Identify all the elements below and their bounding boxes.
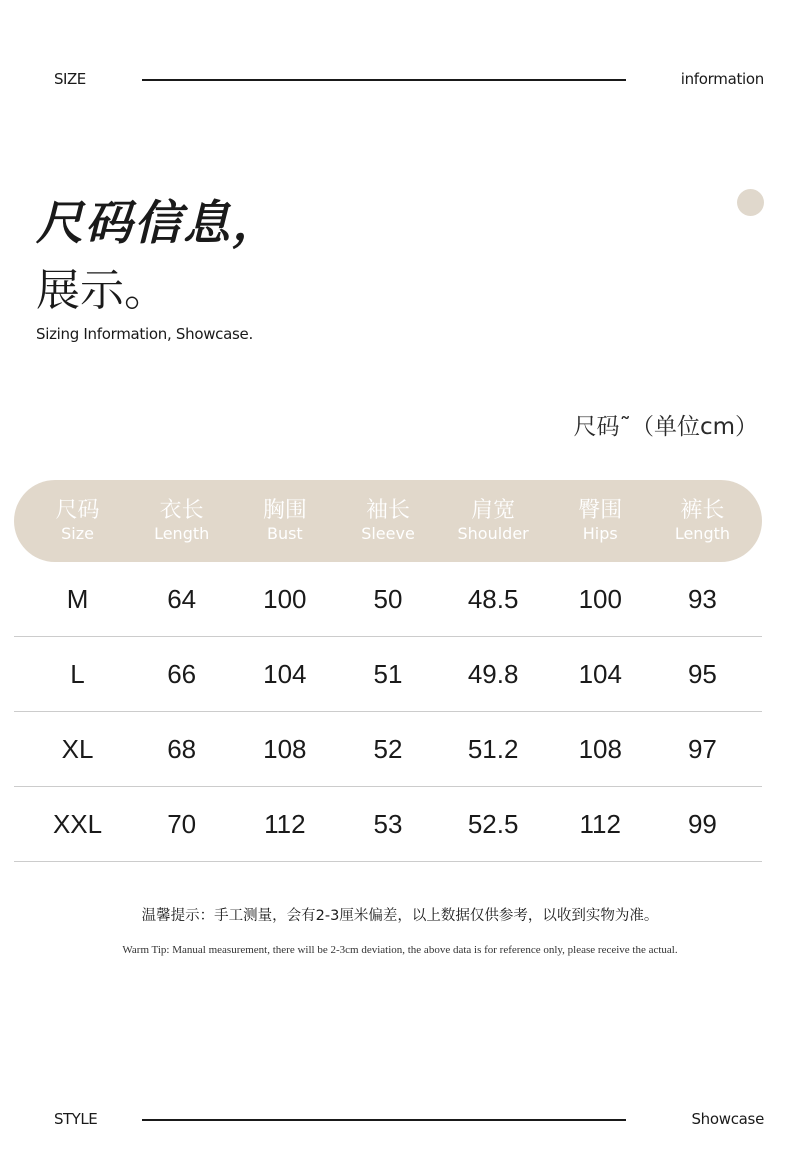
column-header-en: Bust	[266, 524, 303, 544]
english-subtitle: Sizing Information, Showcase.	[36, 325, 253, 343]
table-cell: L	[70, 658, 85, 689]
column-header-en: Length	[674, 524, 731, 544]
footer-divider-line	[142, 1119, 626, 1121]
column-header-en: Hips	[582, 524, 618, 544]
column-header-zh: 尺码	[55, 498, 100, 524]
table-cell: 51.2	[467, 733, 519, 764]
column-header-hips	[552, 499, 649, 543]
table-cell: 100	[578, 583, 622, 614]
table-cell: 93	[687, 583, 717, 614]
decorative-dot	[737, 189, 764, 216]
table-cell: 52.5	[467, 808, 519, 839]
table-cell: 104	[263, 658, 307, 689]
footer-style-label: STYLE	[54, 1110, 98, 1128]
table-cell: XXL	[52, 808, 103, 839]
table-cell: 100	[263, 583, 307, 614]
table-row	[14, 562, 762, 637]
column-header-en: Sleeve	[361, 524, 415, 544]
unit-label: 尺码˜（单位cm）	[573, 414, 758, 440]
table-cell: 52	[373, 733, 403, 764]
column-header-size	[20, 499, 135, 543]
table-cell: XL	[61, 733, 94, 764]
table-cell: 66	[167, 658, 197, 689]
table-cell: 51	[373, 658, 403, 689]
table-row	[14, 712, 762, 787]
table-cell: 108	[263, 733, 307, 764]
column-header-length	[135, 499, 228, 543]
table-cell: 112	[579, 808, 621, 839]
table-cell: 68	[167, 733, 197, 764]
column-header-zh: 裤长	[680, 498, 725, 524]
table-cell: 112	[264, 808, 306, 839]
footer-showcase-label: Showcase	[691, 1110, 764, 1128]
column-header-zh: 胸围	[262, 498, 307, 524]
header-size-label: SIZE	[54, 70, 86, 88]
warm-tip-chinese: 温馨提示：手工测量，会有2-3厘米偏差，以上数据仅供参考，以收到实物为准。	[141, 908, 659, 924]
column-header-zh: 臀围	[578, 498, 623, 524]
page-title: 尺码信息，	[36, 196, 281, 251]
column-header-bust	[228, 499, 341, 543]
table-cell: 48.5	[467, 583, 519, 614]
column-header-zh: 衣长	[159, 498, 204, 524]
table-cell: 64	[167, 583, 197, 614]
column-header-sleeve	[341, 499, 434, 543]
top-header	[0, 70, 800, 100]
column-header-zh: 肩宽	[471, 498, 516, 524]
column-header-en: Length	[154, 524, 210, 544]
table-row	[14, 787, 762, 862]
table-cell: 53	[373, 808, 403, 839]
table-cell: 97	[687, 733, 717, 764]
column-header-zh: 袖长	[365, 498, 410, 524]
header-information-label: information	[680, 70, 764, 88]
column-header-shoulder	[435, 499, 552, 543]
table-header	[14, 480, 762, 562]
table-cell: 99	[687, 808, 717, 839]
table-cell: 95	[687, 658, 717, 689]
warm-tip-english: Warm Tip: Manual measurement, there will be 2-3cm deviation, the above data is for reference only, please receive the actual.	[122, 944, 678, 956]
header-divider-line	[142, 79, 626, 81]
table-cell: 49.8	[467, 658, 519, 689]
table-cell: M	[66, 583, 89, 614]
table-cell: 70	[167, 808, 197, 839]
table-cell: 104	[578, 658, 622, 689]
size-table	[14, 480, 762, 862]
table-cell: 108	[578, 733, 622, 764]
table-cell: 50	[373, 583, 403, 614]
column-header-en: Size	[61, 524, 94, 544]
column-header-pants-length	[649, 499, 756, 543]
table-row	[14, 637, 762, 712]
bottom-header	[0, 1110, 800, 1140]
page-subtitle: 展示。	[36, 265, 168, 316]
column-header-en: Shoulder	[457, 524, 529, 544]
